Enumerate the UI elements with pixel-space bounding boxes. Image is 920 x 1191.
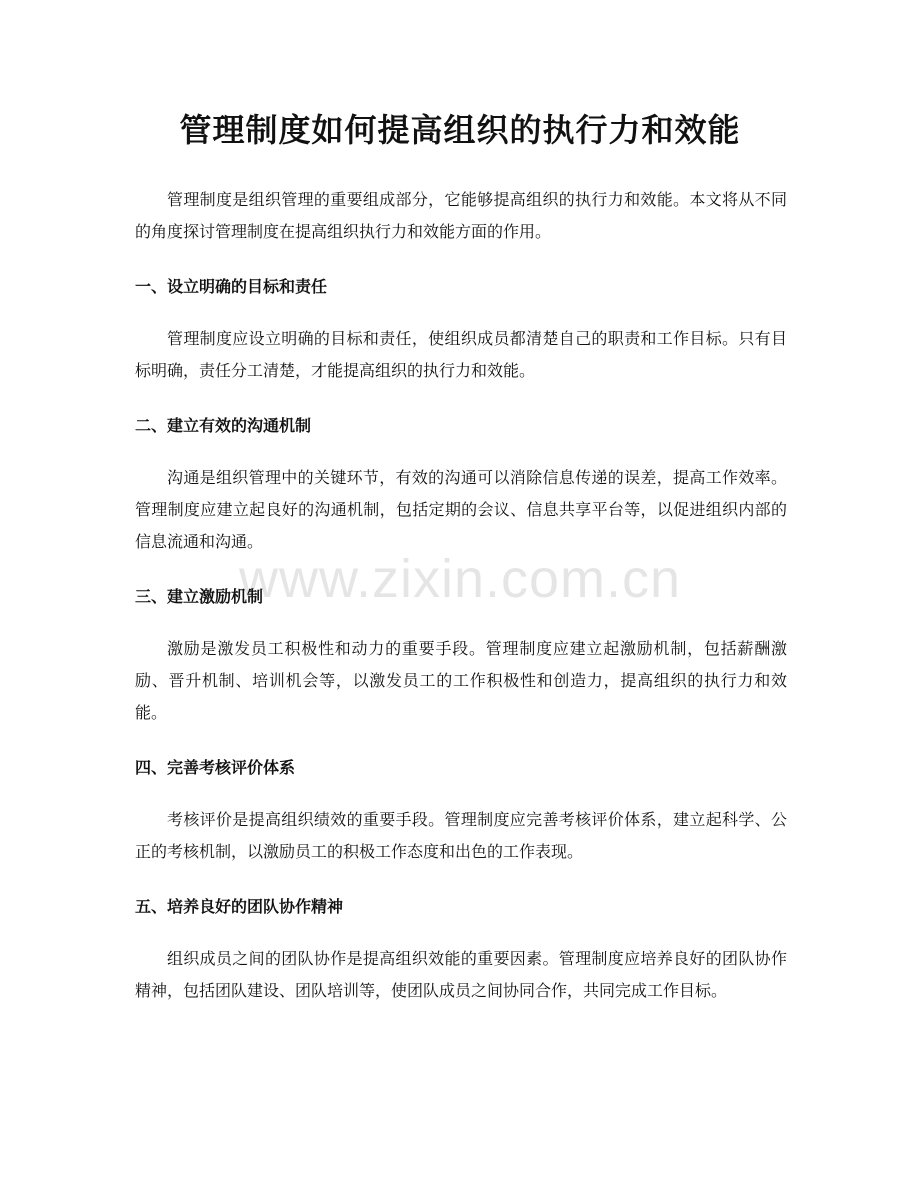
- section-heading-2: 二、建立有效的沟通机制: [135, 416, 312, 435]
- document-body: [135, 184, 787, 1007]
- intro-paragraph: 管理制度是组织管理的重要组成部分，它能够提高组织的执行力和效能。本文将从不同的角度探讨管理制度在提高组织执行力和效能方面的作用。: [135, 190, 787, 241]
- section-body-1: 管理制度应设立明确的目标和责任，使组织成员都清楚自己的职责和工作目标。只有目标明确，责任分工清楚，才能提高组织的执行力和效能。: [135, 329, 787, 380]
- watermark: www.zixin.com.cn: [238, 549, 682, 609]
- section-heading-3: 三、建立激励机制: [135, 587, 264, 606]
- section-heading-1: 一、设立明确的目标和责任: [135, 277, 328, 296]
- section-heading-4: 四、完善考核评价体系: [135, 758, 296, 777]
- document-title: 管理制度如何提高组织的执行力和效能: [179, 111, 741, 149]
- section-body-2: 沟通是组织管理中的关键环节，有效的沟通可以消除信息传递的误差，提高工作效率。管理制度应建立起良好的沟通机制，包括定期的会议、信息共享平台等，以促进组织内部的信息流通和沟通。: [135, 468, 787, 551]
- section-body-5: 组织成员之间的团队协作是提高组织效能的重要因素。管理制度应培养良好的团队协作精神，包括团队建设、团队培训等，使团队成员之间协同合作，共同完成工作目标。: [135, 949, 787, 1000]
- section-body-3: 激励是激发员工积极性和动力的重要手段。管理制度应建立起激励机制，包括薪酬激励、晋升机制、培训机会等，以激发员工的工作积极性和创造力，提高组织的执行力和效能。: [135, 639, 787, 722]
- section-body-4: 考核评价是提高组织绩效的重要手段。管理制度应完善考核评价体系，建立起科学、公正的考核机制，以激励员工的积极工作态度和出色的工作表现。: [135, 810, 787, 861]
- section-heading-5: 五、培养良好的团队协作精神: [135, 897, 344, 916]
